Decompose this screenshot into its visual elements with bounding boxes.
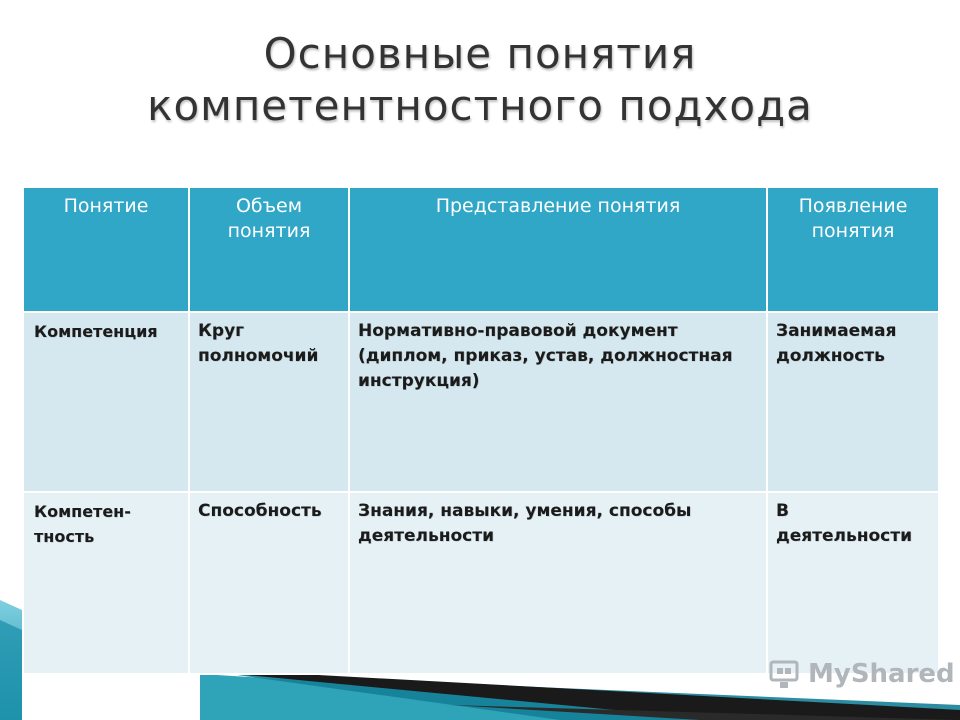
table-header-row	[23, 187, 939, 312]
table-cell: Компетенция	[23, 312, 189, 492]
header-concept: Понятие	[23, 187, 189, 312]
table-cell: Нормативно-правовой документ (диплом, приказ, устав, должностная инструкция)	[349, 312, 767, 492]
table-cell: В деятельности	[767, 492, 939, 674]
header-emergence: Появление понятия	[767, 187, 939, 312]
table-cell: Знания, навыки, умения, способы деятельности	[349, 492, 767, 674]
myshared-logo-icon	[768, 657, 802, 691]
header-representation: Представление понятия	[349, 187, 767, 312]
table-cell: Круг полномочий	[189, 312, 349, 492]
slide-title	[0, 28, 960, 132]
header-scope: Объем понятия	[189, 187, 349, 312]
table-row	[23, 312, 939, 492]
table-cell: Способность	[189, 492, 349, 674]
table-row	[23, 492, 939, 674]
table-cell: Занимаемая должность	[767, 312, 939, 492]
myshared-watermark[interactable]	[768, 654, 955, 694]
concepts-table	[22, 186, 940, 675]
title-line-2: компетентностного подхода	[147, 81, 813, 130]
table-cell: Компетен-тность	[23, 492, 189, 674]
title-line-1: Основные понятия	[263, 29, 697, 78]
watermark-text: MyShared	[808, 659, 955, 689]
